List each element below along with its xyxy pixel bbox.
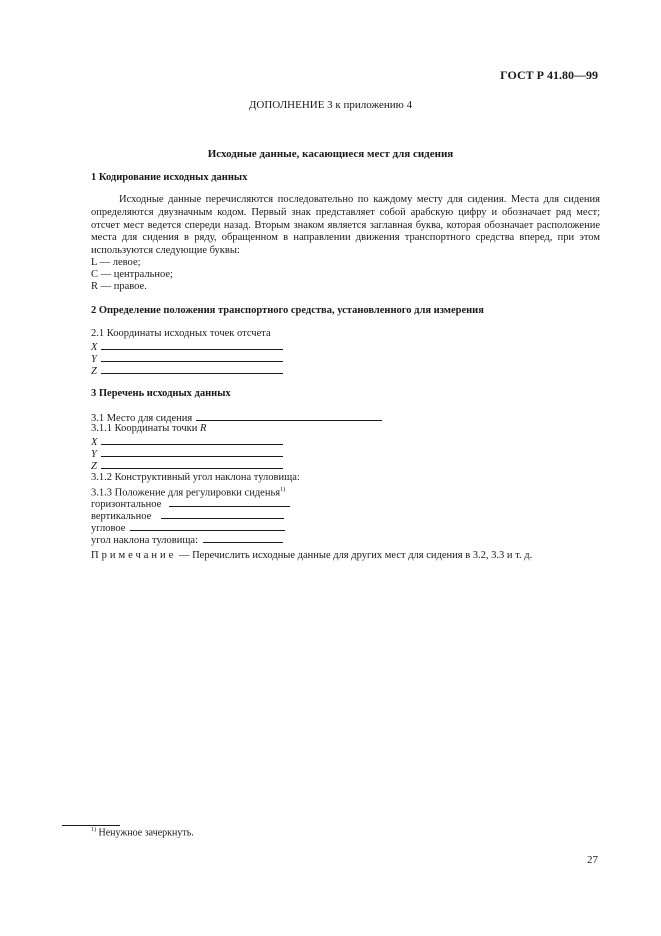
coord-x-label: X (91, 342, 98, 353)
section-3-heading: 3 Перечень исходных данных (91, 388, 231, 399)
note-label: Примечание (91, 550, 177, 561)
footnote-text: Ненужное зачеркнуть. (98, 827, 194, 839)
footnote (91, 827, 194, 838)
point-r-label-line (91, 423, 206, 436)
coord-y-blank (101, 352, 283, 362)
coord-x-blank (101, 340, 283, 350)
adjust-footnote-ref: 1) (280, 487, 286, 493)
section-2-1-label: 2.1 Координаты исходных точек отсчета (91, 328, 271, 339)
letter-item-left: L — левое; (91, 257, 141, 268)
coord-y-label: Y (91, 354, 97, 365)
point-y-label: Y (91, 449, 97, 460)
footnote-divider (62, 825, 120, 826)
letter-item-right: R — правое. (91, 281, 147, 292)
section-1-heading: 1 Кодирование исходных данных (91, 172, 248, 183)
seat-blank (196, 411, 382, 421)
horizontal-label: горизонтальное (91, 499, 162, 510)
horizontal-blank (169, 497, 290, 507)
point-y-blank (101, 447, 283, 457)
torso-incline-blank (203, 533, 283, 543)
note-text: — Перечислить исходные данные для других мест для сидения в 3.2, 3.3 и т. д. (176, 550, 533, 561)
page-title: Исходные данные, касающиеся мест для сидения (207, 148, 454, 160)
torso-incline-field (91, 533, 283, 548)
point-x-label: X (91, 437, 98, 448)
torso-angle-label: 3.1.2 Конструктивный угол наклона туловища: (91, 472, 300, 483)
section-2-heading: 2 Определение положения транспортного средства, установленного для измерения (91, 305, 484, 316)
adjust-label: 3.1.3 Положение для регулировки сиденья (91, 487, 281, 499)
document-code: ГОСТ Р 41.80—99 (500, 68, 598, 82)
angular-blank (130, 521, 285, 531)
point-x-blank (101, 435, 283, 445)
section-1-paragraph: Исходные данные перечисляются последовательно по каждому месту для сидения. Места для сидения определяются двузначным кодом. Первый знак представляет собой арабскую цифру и обозначает ряд мест; отсчет мест ведется спереди назад. Вторым знаком является заглавная буква, которая обозначает расположение места для сидения в ряду, обращенном в направлении движения транспортного средства вперед, при этом используются следующие буквы: (91, 194, 600, 257)
footnote-mark: 1) (91, 827, 96, 833)
seat-label: 3.1 Место для сидения (91, 413, 193, 424)
letter-item-center: С — центральное; (91, 269, 173, 280)
point-z-label: Z (91, 461, 97, 472)
appendix-heading: ДОПОЛНЕНИЕ 3 к приложению 4 (248, 99, 413, 111)
angular-label: угловое (91, 523, 126, 534)
coord-z-blank (101, 364, 283, 374)
point-z-blank (101, 459, 283, 469)
point-letter: R (200, 423, 207, 434)
vertical-blank (161, 509, 284, 519)
note (91, 550, 532, 563)
torso-incline-label: угол наклона туловища: (91, 535, 199, 546)
point-label: 3.1.1 Координаты точки (91, 423, 198, 434)
vertical-label: вертикальное (91, 511, 152, 522)
page-number: 27 (587, 854, 598, 866)
coord-z-field (91, 364, 283, 379)
coord-z-label: Z (91, 366, 97, 377)
